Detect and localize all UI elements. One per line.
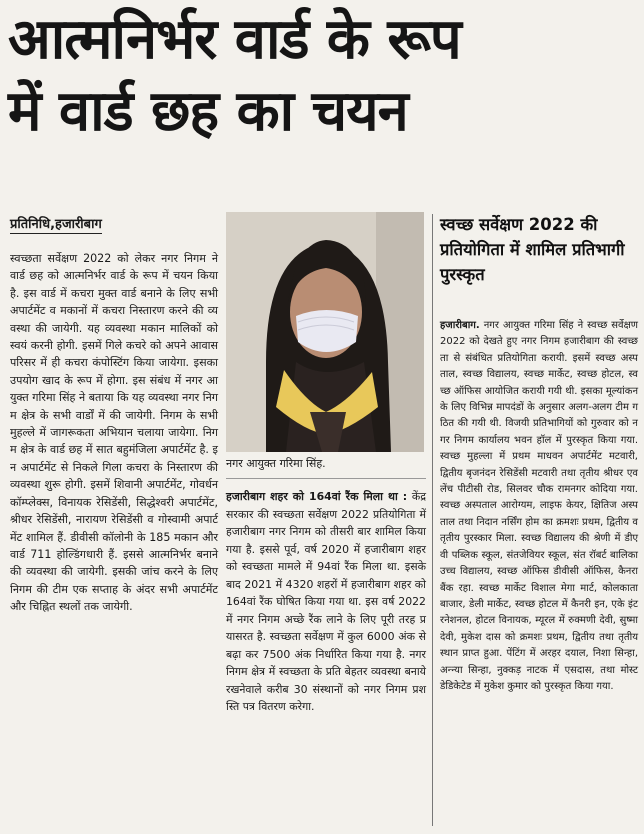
headline-line-2: में वार्ड छह का चयन xyxy=(8,79,408,144)
headline xyxy=(8,4,638,148)
section-divider xyxy=(226,478,426,479)
side-story-title: स्वच्छ सर्वेक्षण 2022 की प्रतियोगिता में शामिल प्रतिभागी पुरस्कृत xyxy=(440,215,625,284)
side-story-body xyxy=(440,318,638,695)
mid-column-body: केंद्र सरकार की स्वच्छता सर्वेक्षण 2022 प्रतियोगिता में हजारीबाग नगर निगम को तीसरी बार शामिल किया गया है. इससे पूर्व, वर्ष 2020 में हजारीबाग शहर को स्वच्छता मामले में 94वां रैंक मिला था. इसके बाद 2021 में 4320 शहरों में हजारीबाग शहर को 164वां रैंक घोषित किया गया था. इस वर्ष 2022 में नगर निगम अच्छे रैंक लाने के लिए पूरी तरह प्रयासरत है. स्वच्छता सर्वेक्षण में कुल 6000 अंक से बढ़ा कर 7500 अंक निर्धारित किया गया है. नगर निगम क्षेत्र में स्वच्छता के प्रति बेहतर व्यवस्था बनाये रखनेवाले करीब 30 संस्थानों को नगर निगम प्रशस्ति पत्र वितरण करेगा. xyxy=(226,490,427,713)
column-divider xyxy=(432,214,433,826)
photo-caption: नगर आयुक्त गरिमा सिंह. xyxy=(226,457,326,470)
mid-column xyxy=(226,488,426,716)
side-story-text: नगर आयुक्त गरिमा सिंह ने स्वच्छ सर्वेक्षण 2022 को देखते हुए नगर निगम हजारीबाग की स्वच्छता से संबंधित प्रतियोगिता करायी. इसमें स्वच्छ अस्पताल, स्वच्छ विद्यालय, स्वच्छ मार्केट, स्वच्छ होटल, स्वच्छ ऑफिस आयोजित करायी गयी थी. इसका मूल्यांकन के लिए विभिन्न मापदंडों के अनुसार अलग-अलग टीम गठित की गयी थी. विजयी प्रतिभागियों को गुरुवार को नगर निगम कार्यालय भवन हॉल में पुरस्कृत किया गया. स्वच्छ मुहल्ला में प्रथम माधवन अपार्टमेंट मटवारी, द्वितीय बृजनंदन रेसिडेंसी मटवारी तथा तृतीय श्रीधर एवलेंच पीटीसी रोड, सिलवर चौक रामनगर कोदिया गया. स्वच्छ अस्पताल आरोग्यम, लाइफ केयर, क्षितिज अस्पताल तथा निदान नर्सिंग होम का क्रमशः प्रथम, द्वितीय व तृतीय पुरस्कार मिला. स्वच्छ विद्यालय की श्रेणी में डीएवी पब्लिक स्कूल, संतजेवियर स्कूल, संत रॉबर्ट बालिका उच्च विद्यालय, स्वच्छ ऑफिस डीवीसी ऑफिस, कैनरा बैंक रहा. स्वच्छ मार्केट विशाल मेगा मार्ट, कोलकाता बाजार, डेली मार्केट, स्वच्छ होटल में कैनरी इन, एके इंटरनेशनल, होटल विनायक, म्यूरल में रुक्मणी देवी, सुष्मा देवी, मुकेश दास को क्रमशः प्रथम, द्वितीय तथा तृतीय स्थान प्राप्त हुआ. पेंटिंग में अरहर दयाल, निशा सिन्हा, अन्न्या सिन्हा, नुक्कड़ नाटक में एसदास, तथा मोस्ट डेडिकेटेड में मुकेश कुमार को पुरस्कृत किया गया. xyxy=(440,320,638,692)
commissioner-photo xyxy=(226,212,424,452)
left-column-body: स्वच्छता सर्वेक्षण 2022 को लेकर नगर निगम ने वार्ड छह को आत्मनिर्भर वार्ड के रूप में चयन किया है. इस वार्ड में कचरा मुक्त वार्ड बनाने के लिए सभी अपार्टमेंट व मकानों में कचरा निस्तारण करने की व्यवस्था की जायेगी. यह व्यवस्था मकान मालिकों को स्वयं करनी होगी. इसमें गिले कचरे को अपने आवास परिसर में ही कचरा कंपोस्टिंग किया जायेगा. इसका उपयोग खाद के रूप में होगा. इस संबंध में नगर आयुक्त गरिमा सिंह ने बताया कि यह व्यवस्था नगर निगम क्षेत्र के सभी वार्डों में की जायेगी. निगम के सभी मुहल्ले में जागरूकता अभियान चलाया जायेगा. निगम क्षेत्र के वार्ड छह में सात बहुमंजिला अपार्टमेंट है. इन अपार्टमेंट से निकले गिला कचरा के निस्तारण की व्यवस्था शुरू होगी. इसमें शिवानी अपार्टमेंट, गोवर्धन कॉम्प्लेक्स, विनायक रेसिडेंसी, सिद्धेश्वरी अपार्टमेंट, श्रीधर रेसिडेंसी, नारायण रेसिडेंसी व गोस्वामी अपार्टमेंट शामिल हैं. डीवीसी कॉलोनी के 185 मकान और वार्ड 711 होल्डिंगधारी हैं. इससे आत्मनिर्भर बनाने की व्यवस्था की जायेगी. इसकी जांच करने के लिए निगम की टीम एक सप्ताह के अंदर सभी अपार्टमेंट और चिह्नित स्थलों तक जायेगी. xyxy=(10,252,218,614)
mid-column-lead: हजारीबाग शहर को 164वां रैंक मिला था : xyxy=(226,490,408,503)
side-story-dateline: हजारीबाग. xyxy=(440,320,480,331)
byline: प्रतिनिधि,हजारीबाग xyxy=(10,214,102,234)
headline-line-1: आत्मनिर्भर वार्ड के रूप xyxy=(8,7,461,72)
portrait-illustration xyxy=(226,212,424,452)
